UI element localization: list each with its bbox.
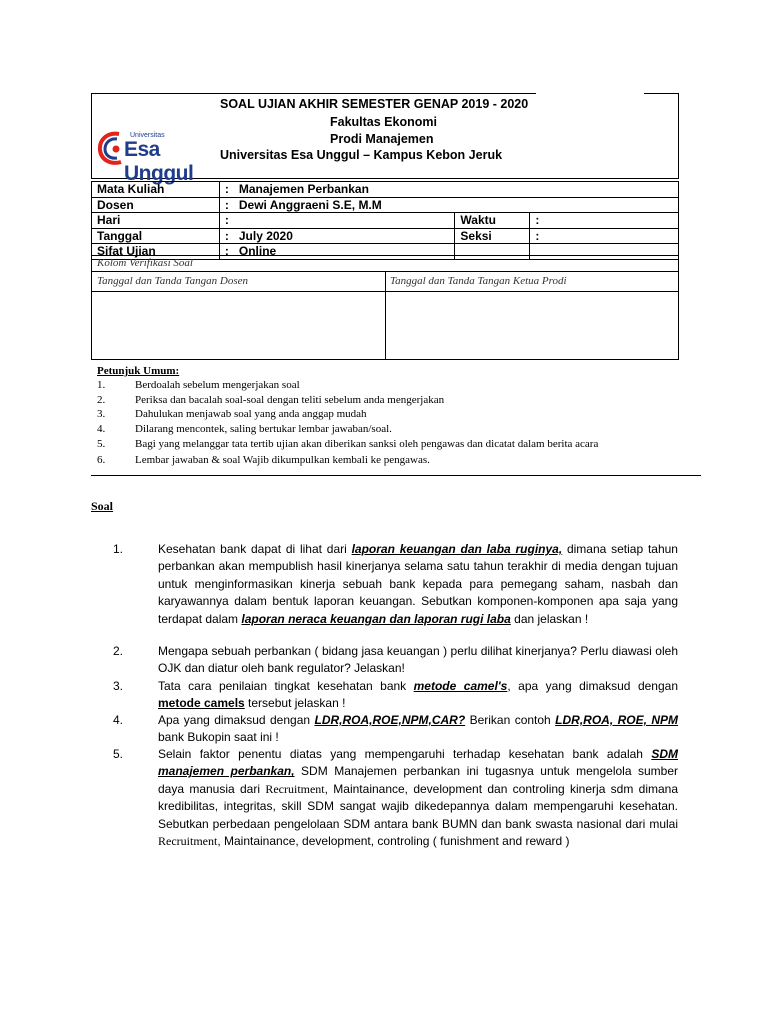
question-emphasis: metode camel's [413,679,508,693]
question-item [113,746,678,850]
logo-small-text: Universitas [130,132,165,139]
question-item [113,643,678,678]
question-emphasis: laporan keuangan dan laba ruginya, [351,542,563,556]
question-text-run: Mengapa sebuah perbankan ( bidang jasa keuangan ) perlu dilihat kinerjanya? Perlu diawasi oleh OJK dan diatur oleh bank regulator? Jelaskan! [158,644,678,676]
question-text-run: SDM Manajemen perbankan ini tugasnya untuk mengelola sumber daya manusia dari [158,764,678,796]
question-emphasis: metode camels [158,696,245,711]
question-item [113,541,678,628]
question-text [158,678,678,713]
sifat-value-cell: : Online [219,244,455,260]
verification-divider [385,272,386,359]
logo-emblem-icon [97,130,127,166]
header-border-gap [536,92,644,96]
instruction-text: Bagi yang melanggar tata tertib ujian akan diberikan sanksi oleh pengawas dan dicatat dalam berita acara [135,438,599,450]
instruction-text: Dilarang mencontek, saling bertukar lembar jawaban/soal. [135,423,392,435]
instruction-text: Dahulukan menjawab soal yang anda anggap mudah [135,408,367,420]
question-emphasis: laporan neraca keuangan dan laporan rugi laba [241,611,511,626]
instruction-text: Periksa dan bacalah soal-soal dengan teliti sebelum anda mengerjakan [135,394,445,406]
info-row-dosen [92,197,679,213]
dosen-label: Dosen [92,197,220,213]
info-row-tanggal [92,228,679,244]
verification-box [91,255,679,360]
question-text-run: bank Bukopin saat ini ! [158,730,279,745]
question-number: 3. [113,679,124,693]
seksi-value-cell: : [530,228,679,244]
mata-kuliah-label: Mata Kuliah [92,182,220,198]
faculty-name: Fakultas Ekonomi [330,115,437,129]
university-name: Universitas Esa Unggul – Kampus Kebon Jeruk [220,148,503,162]
question-text [158,643,678,678]
question-number: 4. [113,713,124,727]
general-instructions [97,364,179,378]
question-number: 5. [113,747,124,761]
hari-value-cell: : [219,213,455,229]
program-name: Prodi Manajemen [330,132,434,146]
instruction-number: 6. [97,454,106,466]
question-item [113,678,678,713]
question-emphasis: SDM manajemen perbankan, [158,747,678,779]
hari-label: Hari [92,213,220,229]
question-emphasis: LDR,ROA,ROE,NPM,CAR? [314,713,466,727]
mata-kuliah-value-cell: : Manajemen Perbankan [219,182,678,198]
instruction-text: Berdoalah sebelum mengerjakan soal [135,379,300,391]
sifat-label: Sifat Ujian [92,244,220,260]
instruction-number: 4. [97,423,106,435]
waktu-value-cell: : [530,213,679,229]
exam-info-table [91,181,679,260]
question-emphasis: Recruitment [158,834,218,849]
instruction-number: 1. [97,379,106,391]
instruction-number: 2. [97,394,106,406]
tanggal-label: Tanggal [92,228,220,244]
question-emphasis: Recruitment [265,781,325,796]
university-logo [97,128,207,185]
dosen-signature-heading: Tanggal dan Tanda Tangan Dosen [92,272,385,292]
instructions-title: Petunjuk Umum: [97,365,180,377]
soal-heading: Soal [91,499,114,513]
logo-big-text: Esa Unggul [124,138,194,185]
question-text-run: tersebut jelaskan ! [244,696,346,711]
question-text-run: Apa yang dimaksud dengan [158,713,315,727]
question-text [158,541,678,628]
question-text [158,712,678,747]
sifat-value: Online [238,244,277,259]
question-emphasis: LDR,ROA, ROE, NPM [555,713,679,727]
exam-title: SOAL UJIAN AKHIR SEMESTER GENAP 2019 - 2020 [220,97,529,111]
question-text-run: Berikan contoh [465,713,556,727]
question-text-run: Tata cara penilaian tingkat kesehatan bank [158,679,414,693]
info-row-hari [92,213,679,229]
waktu-label: Waktu [455,213,530,229]
tanggal-value-cell: : July 2020 [219,228,455,244]
dosen-value: Dewi Anggraeni S.E, M.M [238,197,382,212]
question-number: 2. [113,644,124,658]
instruction-text: Lembar jawaban & soal Wajib dikumpulkan kembali ke pengawas. [135,454,430,466]
question-text-run: Kesehatan bank dapat di lihat dari [158,542,352,556]
question-text-run: dan jelaskan ! [510,611,589,626]
question-text-run: Selain faktor penentu diatas yang mempengaruhi terhadap kesehatan bank adalah [158,747,652,761]
question-item [113,712,678,747]
section-divider [91,475,701,476]
mata-kuliah-value: Manajemen Perbankan [238,182,369,197]
kaprodi-signature-heading: Tanggal dan Tanda Tangan Ketua Prodi [385,272,678,292]
question-text [158,746,678,850]
question-text-run: dimana setiap tahun perbankan akan mempublish hasil kinerjanya selama satu tahun terakhir di media dengan tujuan untuk menginformasikan kinerja sebuah bank kepada para pemegang saham, nasbah dan karyawannya dalam bentuk laporan keuangan. Sebutkan komponen-komponen apa saja yang terdapat dalam [158,542,678,626]
verification-title: Kolom Verifikasi Soal [92,256,678,272]
tanggal-value: July 2020 [238,228,293,243]
instruction-number: 3. [97,408,106,420]
seksi-label: Seksi [455,228,530,244]
question-text-run: , Maintainance, development dan controling kinerja sdm dimana kredibilitas, integritas, skill SDM sangat wajib dikedepannya dalam mempengaruhi kesehatan. Sebutkan perbedaan pengelolaan SDM antara bank BUMN dan bank swasta nasional dari mulai [158,781,679,831]
dosen-value-cell: : Dewi Anggraeni S.E, M.M [219,197,678,213]
question-text-run: , Maintainance, development, controling ( funishment and reward ) [217,834,570,849]
question-number: 1. [113,542,124,556]
question-text-run: , apa yang dimaksud dengan [507,679,678,693]
instruction-number: 5. [97,438,106,450]
info-row-mata-kuliah [92,182,679,198]
exam-header [91,93,679,185]
